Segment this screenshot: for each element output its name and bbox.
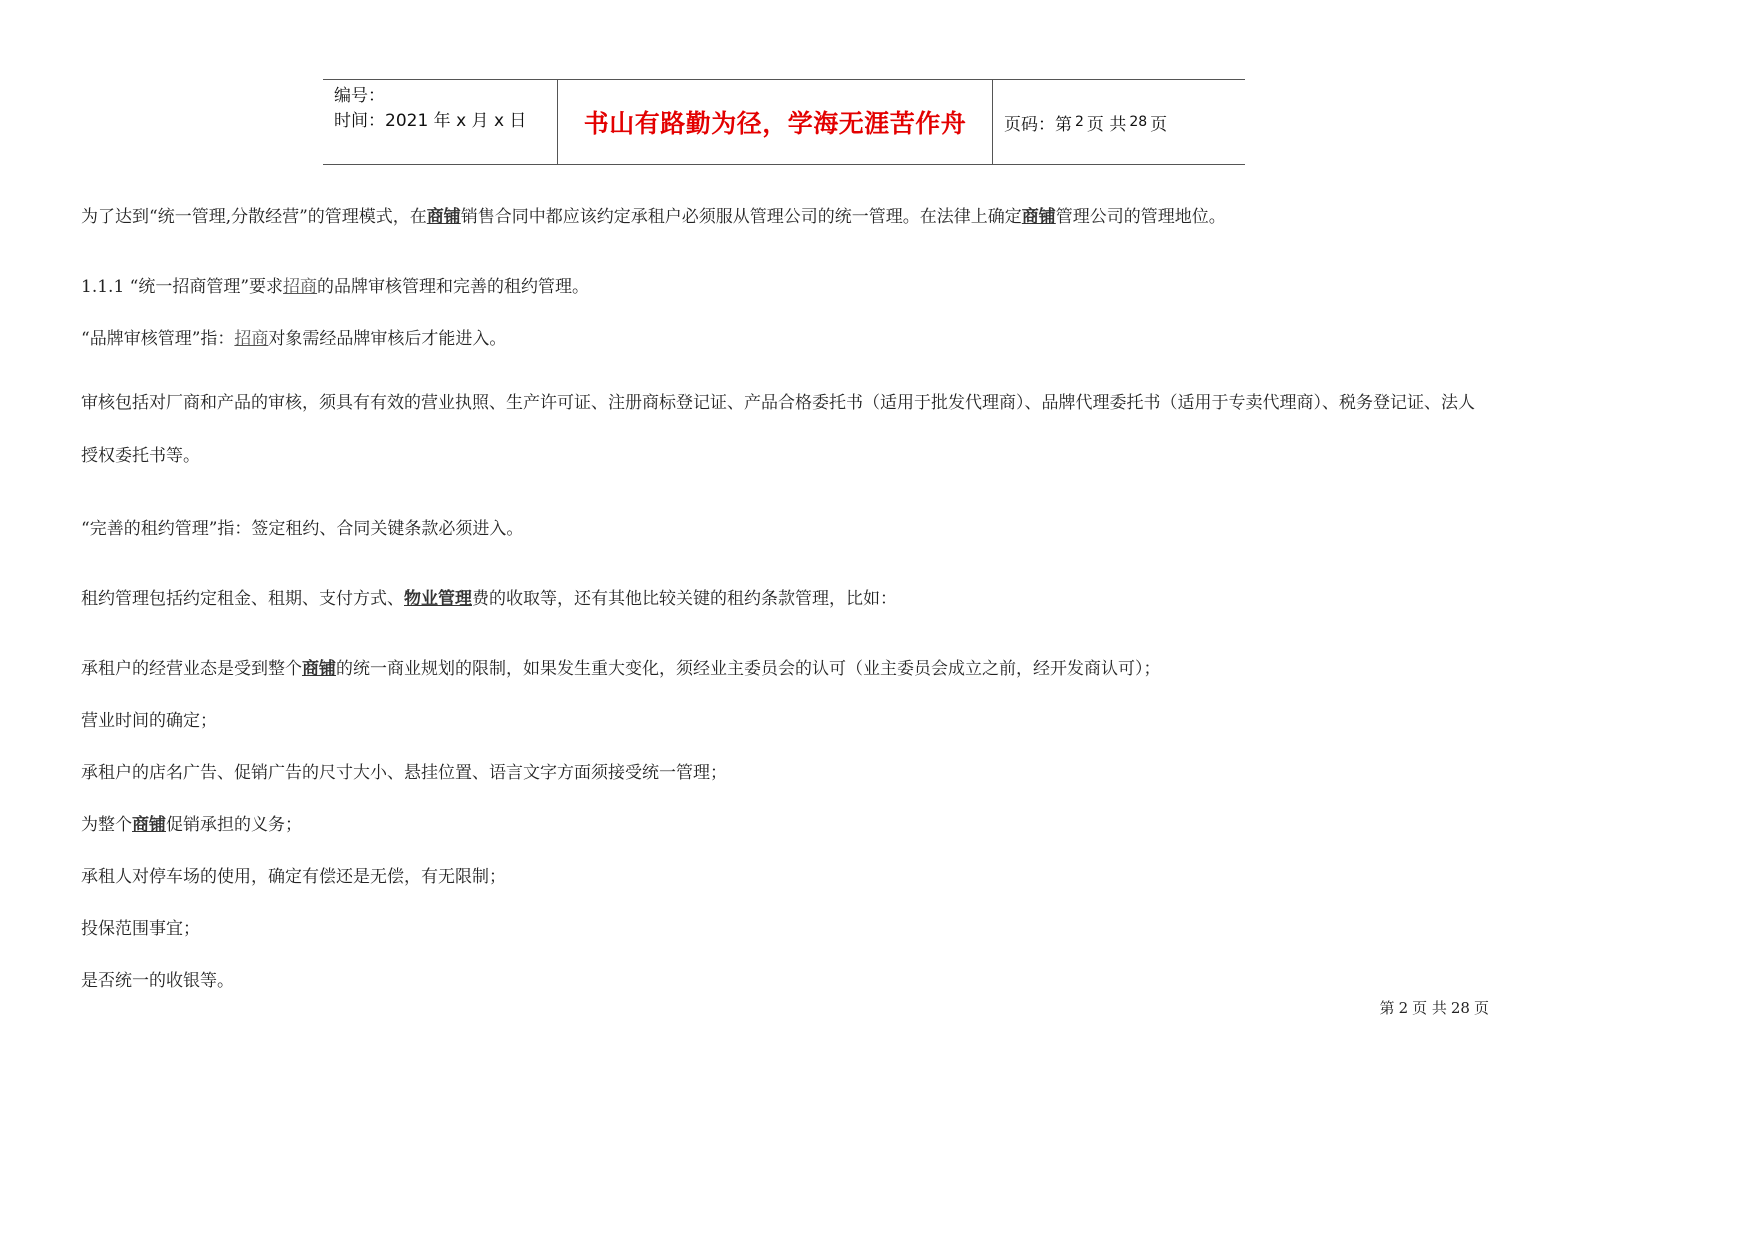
text-segment: 承租户的经营业态是受到整个 [81,659,302,679]
text-segment: 促销承担的义务； [166,815,302,835]
list-item-business-hours: 营业时间的确定； [81,711,217,731]
document-time-label: 时间：2021 年 x 月 x 日 [334,111,527,131]
list-item-promotion [81,810,302,835]
list-item-business-format [81,654,1161,679]
footer-page-total: 28 [1450,999,1470,1017]
paragraph-lease-terms [81,584,897,609]
text-segment: 为了达到“统一管理,分散经营”的管理模式，在 [81,207,427,227]
footer-prefix: 第 [1379,999,1395,1017]
text-segment: “品牌审核管理”指： [81,329,235,349]
header-page-current: 2 [1075,114,1084,130]
document-header [323,79,1245,165]
list-item-insurance: 投保范围事宜； [81,919,200,939]
paragraph-review-documents: 审核包括对厂商和产品的审核，须具有有效的营业执照、生产许可证、注册商标登记证、产品合格委托书（适用于批发代理商）、品牌代理委托书（适用于专卖代理商）、税务登记证、法人授权委托书等。 [81,393,1475,466]
header-page-total: 28 [1129,114,1148,130]
keyword-shop[interactable]: 商铺 [302,659,336,679]
list-item-parking: 承租人对停车场的使用，确定有偿还是无偿，有无限制； [81,867,506,887]
link-investment[interactable]: 招商 [283,277,318,297]
keyword-shop[interactable]: 商铺 [1021,207,1056,227]
text-segment: 1.1.1 “统一招商管理”要求 [81,277,284,297]
text-segment: 管理公司的管理地位。 [1055,207,1226,227]
paragraph-brand-review [81,324,506,349]
header-motto-cell [557,80,993,164]
keyword-shop[interactable]: 商铺 [132,815,166,835]
text-segment: 为整个 [81,815,132,835]
list-item-cashier: 是否统一的收银等。 [81,971,234,991]
footer-page-current: 2 [1398,999,1409,1017]
text-segment: 费的收取等，还有其他比较关键的租约条款管理，比如： [472,589,897,609]
paragraph-lease-management: “完善的租约管理”指：签定租约、合同关键条款必须进入。 [81,519,524,539]
section-heading-1-1-1 [81,272,589,297]
text-segment: 租约管理包括约定租金、租期、支付方式、 [81,589,404,609]
paragraph-management-mode [81,202,1226,227]
header-motto: 书山有路勤为径，学海无涯苦作舟 [583,109,967,138]
keyword-property-management[interactable]: 物业管理 [404,589,472,609]
text-segment: 销售合同中都应该约定承租户必须服从管理公司的统一管理。在法律上确定 [460,207,1022,227]
page-footer [1380,997,1489,1018]
list-item-advertising: 承租户的店名广告、促销广告的尺寸大小、悬挂位置、语言文字方面须接受统一管理； [81,763,727,783]
document-number-label: 编号： [334,86,385,106]
footer-suffix: 页 [1473,999,1489,1017]
header-page-prefix: 页码：第 [1004,114,1072,135]
footer-page-mid: 页 共 [1412,999,1447,1017]
header-left-cell [323,80,557,164]
text-segment: 的统一商业规划的限制，如果发生重大变化，须经业主委员会的认可（业主委员会成立之前，经开发商认可）； [336,659,1161,679]
header-page-mid: 页 共 [1086,114,1127,135]
keyword-shop[interactable]: 商铺 [426,207,461,227]
link-investment[interactable]: 招商 [234,329,269,349]
header-page-cell [993,80,1245,164]
header-page-suffix: 页 [1150,114,1168,135]
text-segment: 对象需经品牌审核后才能进入。 [268,329,507,349]
text-segment: 的品牌审核管理和完善的租约管理。 [317,277,590,297]
